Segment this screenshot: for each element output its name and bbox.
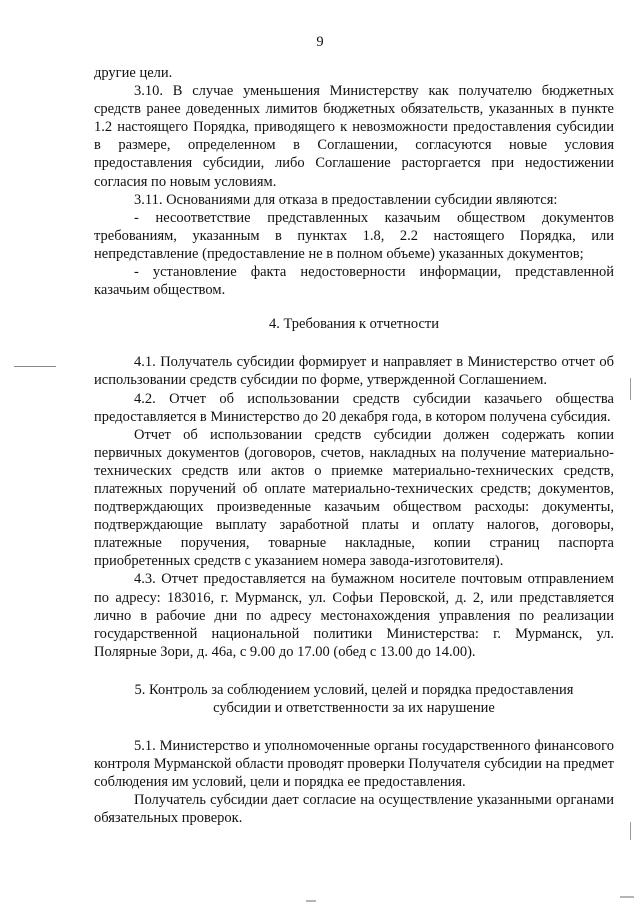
paragraph-4-2: 4.2. Отчет об использовании средств субсидии казачьего общества предоставляется в Министерство до 20 декабря года, в котором получена субсидия. bbox=[94, 390, 614, 425]
scan-edge-mark bbox=[630, 378, 631, 400]
paragraph-consent: Получатель субсидии дает согласие на осуществление указанными органами обязательных проверок. bbox=[94, 792, 614, 827]
scan-margin-mark bbox=[14, 366, 56, 367]
list-item-refusal-2: - установление факта недостоверности информации, представленной казачьим обществом. bbox=[94, 264, 614, 299]
scan-speck bbox=[306, 900, 316, 902]
scan-edge-mark bbox=[630, 822, 631, 840]
paragraph-4-1: 4.1. Получатель субсидии формирует и направляет в Министерство отчет об использовании средств субсидии по форме, утвержденной Соглашением. bbox=[94, 354, 614, 389]
paragraph-5-1: 5.1. Министерство и уполномоченные органы государственного финансового контроля Мурманской области проводят проверки Получателя субсидии на предмет соблюдения им условий, цели и порядка ее предоставления. bbox=[94, 738, 614, 791]
section-heading-5-line-2: субсидии и ответственности за их нарушение bbox=[213, 700, 495, 716]
paragraph-other-goals: другие цели. bbox=[94, 65, 173, 81]
section-heading-4: 4. Требования к отчетности bbox=[268, 316, 440, 333]
paragraph-3-10: 3.10. В случае уменьшения Министерству как получателю бюджетных средств ранее доведенных лимитов бюджетных обязательств, указанных в пункте 1.2 настоящего Порядка, приводящего к невозможности предоставления субсидии в размере, определенном в Соглашении, согласуются новые условия предоставления субсидии, либо Соглашение расторгается при недостижении согласия по новым условиям. bbox=[94, 83, 614, 190]
paragraph-3-11: 3.11. Основаниями для отказа в предоставлении субсидии являются: bbox=[134, 191, 558, 208]
section-heading-5-line-1: 5. Контроль за соблюдением условий, целей и порядка предоставления bbox=[134, 681, 574, 698]
page-number: 9 bbox=[316, 34, 324, 50]
scan-speck bbox=[620, 896, 634, 898]
paragraph-4-3: 4.3. Отчет предоставляется на бумажном носителе почтовым отправлением по адресу: 183016, г. Мурманск, ул. Софьи Перовской, д. 2, или представляется лично в рабочие дни по адресу местонахождения управления по реализации государственной национальной политики Министерства: г. Мурманск, ул. Полярные Зори, д. 46а, с 9.00 до 17.00 (обед с 13.00 до 14.00). bbox=[94, 571, 614, 660]
list-item-refusal-1: - несоответствие представленных казачьим обществом документов требованиям, указанным в пунктах 1.8, 2.2 настоящего Порядка, или непредставление (предоставление не в полном объеме) указанных документов; bbox=[94, 209, 614, 262]
paragraph-report-contents: Отчет об использовании средств субсидии должен содержать копии первичных документов (договоров, счетов, накладных на получение материально-технических средств или актов о приемке материально-технических средств, платежных поручений об оплате материально-технических средств; документов, подтверждающих произведенные казачьим обществом расходы: документы, подтверждающие выплату заработной платы и оплату налогов, договоры, платежные поручения, товарные накладные, копии страниц паспорта приобретенных средств с указанием номера завода-изготовителя). bbox=[94, 426, 614, 570]
document-body bbox=[94, 64, 614, 828]
